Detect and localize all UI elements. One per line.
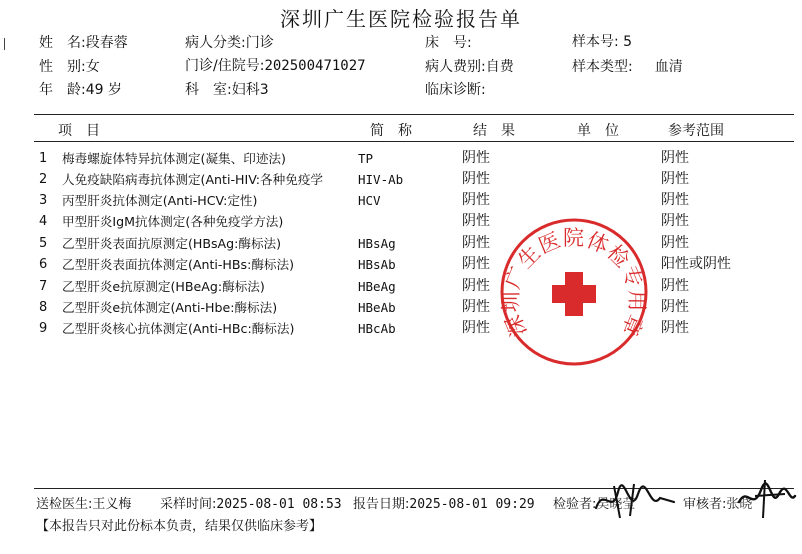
sample-no-field [572,33,632,51]
test-result: 阴性 [462,171,490,187]
test-abbr: TP [358,151,374,166]
category-value: 门诊 [245,35,274,51]
reference-range: 阴性 [661,299,689,315]
tester-label: 检验者: [553,497,597,512]
test-name: 乙型肝炎e抗原测定(HBeAg:酶标法) [62,279,265,294]
visit-no-field [185,57,366,75]
sender-field [36,493,131,512]
footer-rule [34,488,794,489]
payment-field [425,58,514,76]
table-row [0,297,802,318]
reviewer-value: 张晓 [726,497,753,512]
table-row [0,169,802,190]
department-value: 妇科3 [231,82,269,98]
test-name: 丙型肝炎抗体测定(Anti-HCV:定性) [62,193,258,208]
test-abbr: HBeAb [358,300,396,315]
test-result: 阴性 [462,256,490,272]
row-number: 4 [39,214,48,229]
sample-type-label: 样本类型: [572,59,633,75]
visit-no-label: 门诊/住院号: [185,58,265,74]
table-header-rule [34,141,794,142]
category-field [185,34,274,52]
stamp-text: 深圳广生医院体检专用章 [498,226,650,341]
table-row [0,148,802,169]
table-top-rule [34,114,794,115]
sample-time-value: 2025-08-01 08:53 [216,497,342,512]
table-row [0,233,802,254]
age-label: 年 龄: [39,82,86,98]
table-row [0,190,802,211]
age-value: 49 岁 [85,82,122,98]
tester-signature [590,478,680,522]
test-name: 乙型肝炎表面抗原测定(HBsAg:酶标法) [62,236,282,251]
row-number: 2 [39,172,48,187]
test-result: 阴性 [462,320,490,336]
bed-label: 床 号: [425,35,472,51]
row-number: 9 [39,321,48,336]
gender-label: 性 别: [39,59,86,75]
department-label: 科 室: [185,82,232,98]
reference-range: 阴性 [661,171,689,187]
diagnosis-field [425,81,486,99]
test-abbr: HBsAg [358,236,396,251]
diagnosis-label: 临床诊断: [425,82,486,98]
test-name: 甲型肝炎IgM抗体测定(各种免疫学方法) [62,214,284,229]
test-result: 阴性 [462,192,490,208]
reviewer-signature [735,476,799,520]
row-number: 5 [39,236,48,251]
test-result: 阴性 [462,213,490,229]
department-field [185,81,269,99]
reference-range: 阴性 [661,320,689,336]
test-name: 人免疫缺陷病毒抗体测定(Anti-HIV:各种免疫学 [62,172,324,187]
table-row [0,318,802,339]
test-abbr: HBcAb [358,321,396,336]
sample-no-value: 5 [623,34,633,50]
red-cross-icon [552,272,596,316]
reference-range: 阴性 [661,278,689,294]
reference-range: 阴性 [661,150,689,166]
sample-type-value: 血清 [654,59,683,75]
reference-range: 阴性 [661,213,689,229]
test-result: 阴性 [462,299,490,315]
age-field [39,81,122,99]
name-label: 姓 名: [39,35,86,51]
row-number: 8 [39,300,48,315]
test-result: 阴性 [462,235,490,251]
scan-mark [4,38,5,50]
report-title: 深圳广生医院检验报告单 [280,7,522,31]
payment-label: 病人费别: [425,59,486,75]
table-row [0,276,802,297]
header-result: 结 果 [473,123,515,139]
header-item: 项 目 [58,123,100,139]
reference-range: 阴性 [661,192,689,208]
row-number: 6 [39,257,48,272]
bed-field [425,34,472,52]
sample-type-field [572,58,683,76]
name-value: 段春蓉 [85,35,128,51]
test-name: 乙型肝炎e抗体测定(Anti-Hbe:酶标法) [62,300,278,315]
row-number: 3 [39,193,48,208]
test-abbr: HBsAb [358,257,396,272]
reference-range: 阴性 [661,235,689,251]
test-name: 梅毒螺旋体特异抗体测定(凝集、印迹法) [62,151,286,166]
sample-no-label: 样本号: [572,34,619,50]
test-result: 阴性 [462,150,490,166]
gender-field [39,58,100,76]
category-label: 病人分类: [185,35,246,51]
hospital-stamp [494,212,654,372]
sender-value: 王义梅 [92,497,132,512]
sender-label: 送检医生: [36,497,93,512]
sample-time-field [160,493,342,512]
report-date-value: 2025-08-01 09:29 [409,497,535,512]
sample-time-label: 采样时间: [160,497,217,512]
row-number: 1 [39,151,48,166]
reference-range: 阳性或阴性 [661,256,731,272]
header-abbr: 简 称 [370,123,412,139]
header-reference: 参考范围 [668,123,724,139]
table-row [0,211,802,232]
test-name: 乙型肝炎核心抗体测定(Anti-HBc:酶标法) [62,321,295,336]
row-number: 7 [39,279,48,294]
tester-value: 吴晓莹 [596,497,636,512]
test-result: 阴性 [462,278,490,294]
header-unit: 单 位 [577,123,619,139]
report-date-field [353,493,535,512]
name-field [39,34,128,52]
test-abbr: HIV-Ab [358,172,404,187]
test-abbr: HBeAg [358,279,396,294]
test-abbr: HCV [358,193,381,208]
reviewer-label: 审核者: [683,497,727,512]
table-row [0,254,802,275]
visit-no-value: 202500471027 [264,58,366,74]
gender-value: 女 [85,59,100,75]
payment-value: 自费 [485,59,514,75]
report-notice: 【本报告只对此份标本负责，结果仅供临床参考】 [36,519,323,534]
report-date-label: 报告日期: [353,497,410,512]
test-name: 乙型肝炎表面抗体测定(Anti-HBs:酶标法) [62,257,295,272]
